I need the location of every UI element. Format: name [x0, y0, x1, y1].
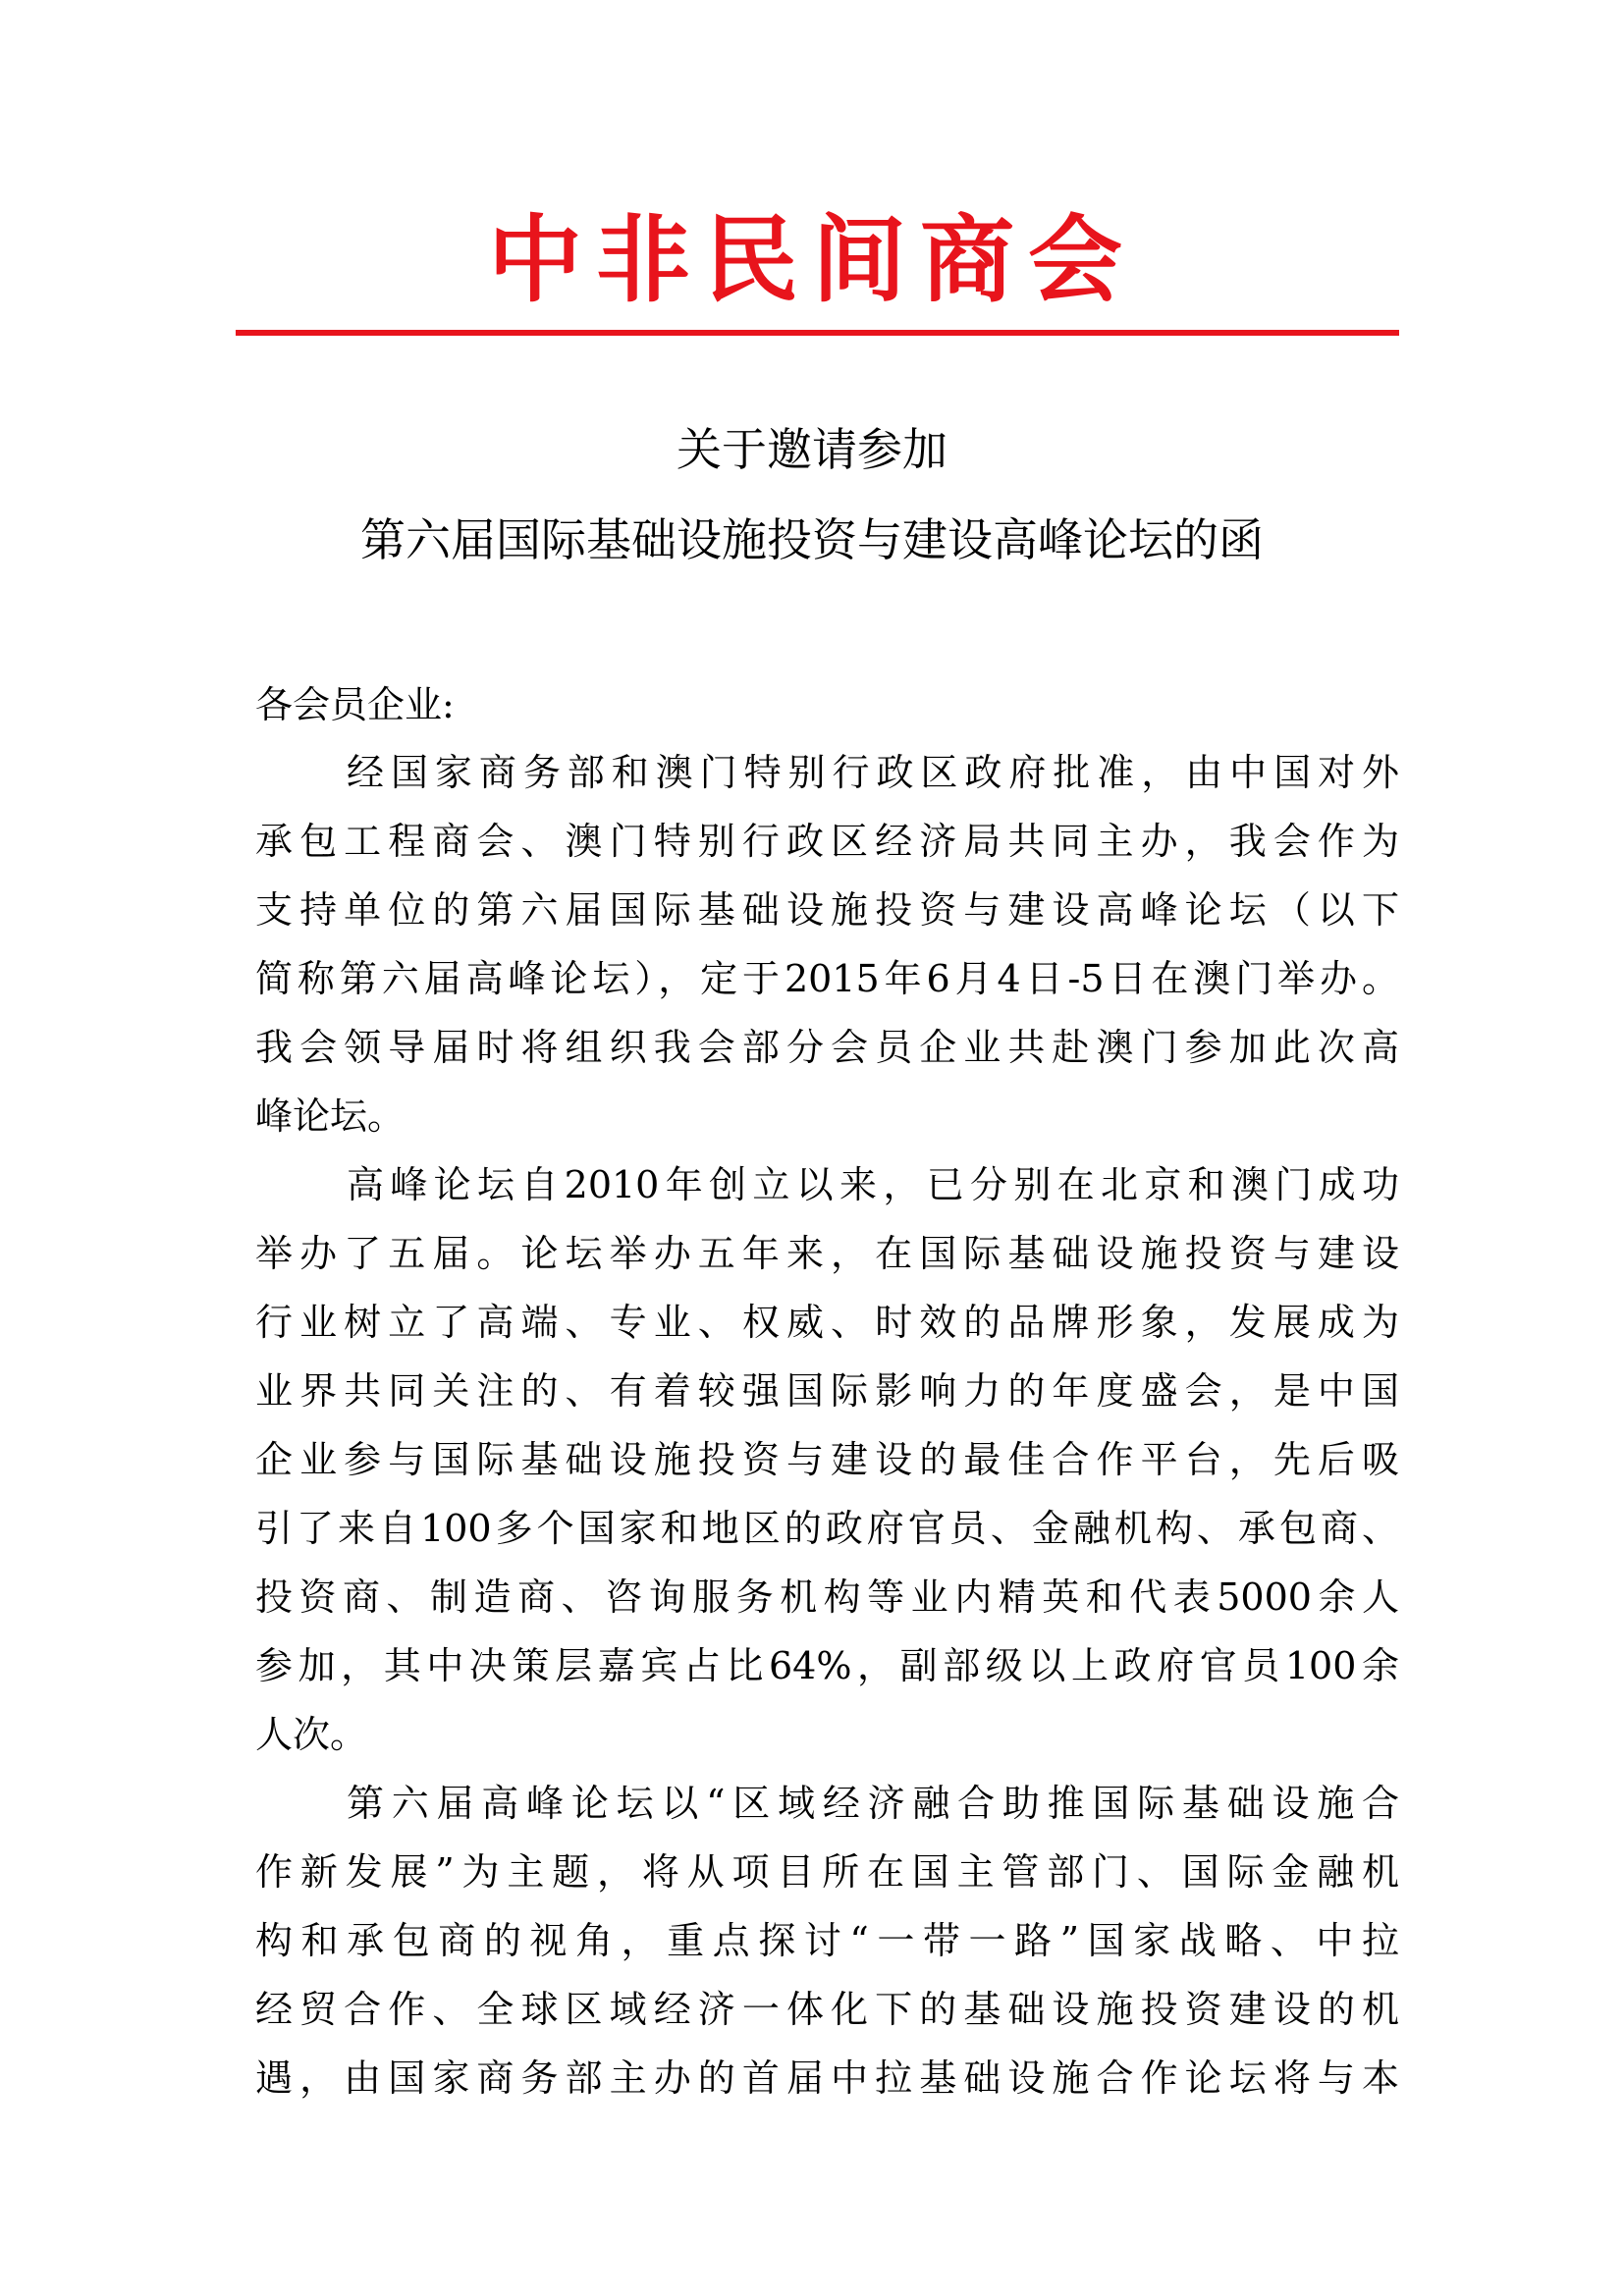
body-line: 人次。 — [255, 1713, 368, 1756]
salutation: 各会员企业: — [255, 683, 455, 726]
body-line: 构和承包商的视角，重点探讨“一带一路”国家战略、中拉 — [255, 1919, 1399, 1962]
body-line: 高峰论坛自2010年创立以来，已分别在北京和澳门成功 — [347, 1163, 1399, 1206]
body-line: 引了来自100多个国家和地区的政府官员、金融机构、承包商、 — [255, 1507, 1399, 1550]
body-line: 遇，由国家商务部主办的首届中拉基础设施合作论坛将与本 — [255, 2056, 1399, 2100]
body-line: 峰论坛。 — [255, 1095, 406, 1138]
body-line: 我会领导届时将组织我会部分会员企业共赴澳门参加此次高 — [255, 1026, 1399, 1069]
body-line: 作新发展”为主题，将从项目所在国主管部门、国际金融机 — [255, 1850, 1399, 1894]
body-line: 经国家商务部和澳门特别行政区政府批准，由中国对外 — [347, 751, 1399, 794]
body-line: 参加，其中决策层嘉宾占比64%，副部级以上政府官员100余 — [255, 1644, 1399, 1687]
document-title-line-2: 第六届国际基础设施投资与建设高峰论坛的函 — [360, 513, 1264, 566]
body-line: 承包工程商会、澳门特别行政区经济局共同主办，我会作为 — [255, 820, 1399, 863]
document-title-line-1: 关于邀请参加 — [677, 423, 947, 476]
body-line: 支持单位的第六届国际基础设施投资与建设高峰论坛（以下 — [255, 888, 1399, 932]
letterhead-org-name: 中非民间商会 — [488, 205, 1136, 315]
body-line: 经贸合作、全球区域经济一体化下的基础设施投资建设的机 — [255, 1988, 1399, 2031]
body-line: 举办了五届。论坛举办五年来，在国际基础设施投资与建设 — [255, 1232, 1399, 1275]
body-line: 行业树立了高端、专业、权威、时效的品牌形象，发展成为 — [255, 1301, 1399, 1344]
body-line: 企业参与国际基础设施投资与建设的最佳合作平台，先后吸 — [255, 1438, 1399, 1481]
body-line: 投资商、制造商、咨询服务机构等业内精英和代表5000余人 — [255, 1575, 1399, 1619]
body-line: 简称第六届高峰论坛），定于2015年6月4日-5日在澳门举办。 — [255, 957, 1399, 1000]
body-line: 第六届高峰论坛以“区域经济融合助推国际基础设施合 — [347, 1782, 1399, 1825]
body-line: 业界共同关注的、有着较强国际影响力的年度盛会，是中国 — [255, 1369, 1399, 1413]
letterhead-red-rule — [236, 330, 1399, 336]
